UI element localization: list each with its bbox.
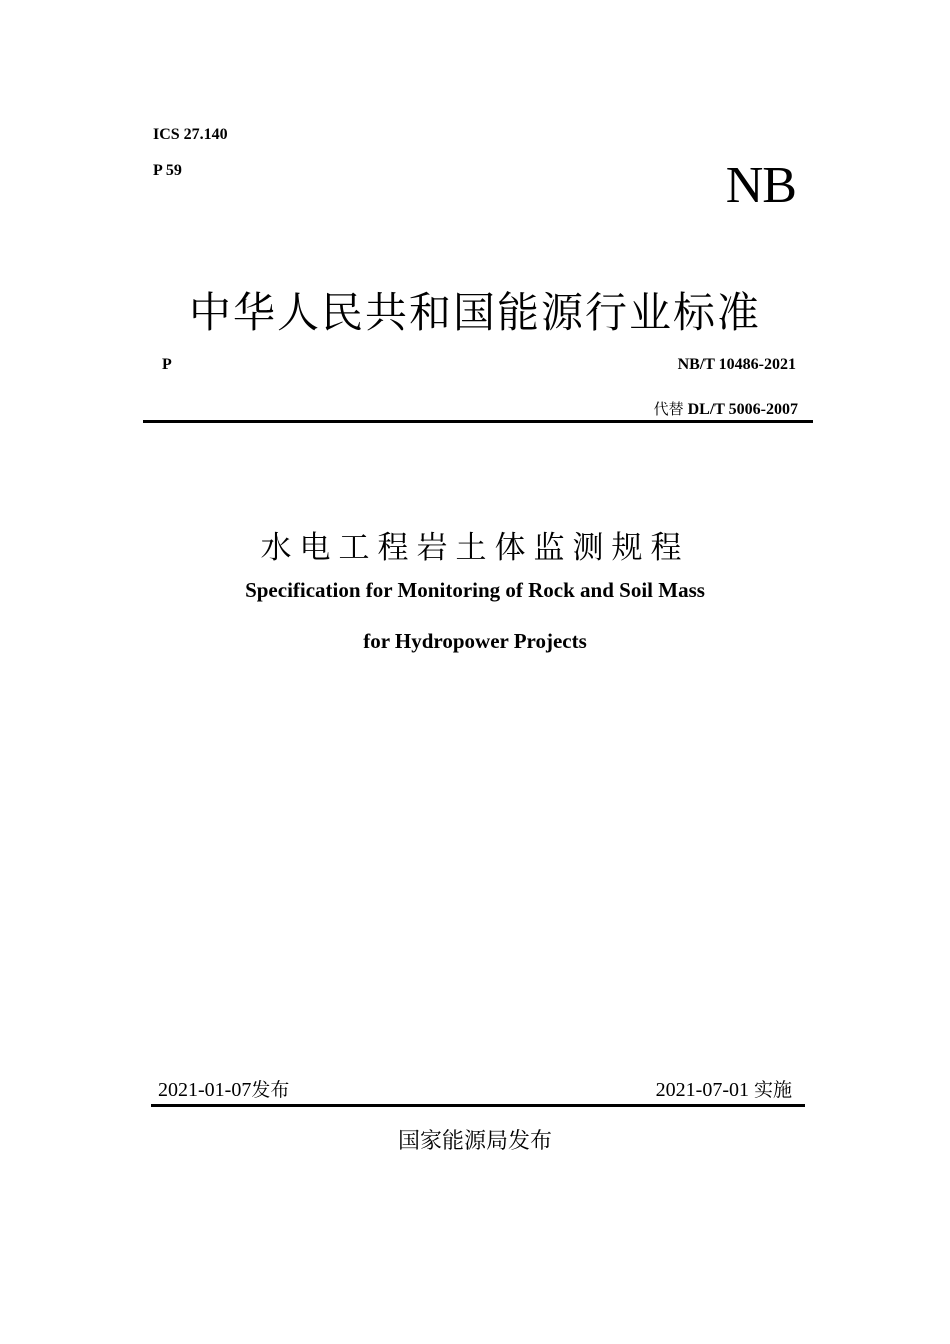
p-classification-code: P 59 xyxy=(153,162,182,179)
implementation-date xyxy=(656,1075,792,1102)
p-mark: P xyxy=(162,356,172,373)
ics-code: ICS 27.140 xyxy=(153,126,228,143)
footer-divider xyxy=(151,1104,805,1107)
header-divider xyxy=(143,420,813,423)
document-title-cn: 水电工程岩土体监测规程 xyxy=(260,530,690,566)
issue-date xyxy=(158,1075,289,1102)
replaces-code: DL/T 5006-2007 xyxy=(687,401,798,418)
issue-date-value: 2021-01-07 xyxy=(158,1079,252,1101)
replaces-line xyxy=(654,398,798,419)
standard-number: NB/T 10486-2021 xyxy=(677,356,796,373)
publisher: 国家能源局发布 xyxy=(397,1129,552,1154)
implementation-date-value: 2021-07-01 xyxy=(655,1079,749,1101)
replaces-prefix: 代替 xyxy=(653,400,684,418)
standard-header-cn: 中华人民共和国能源行业标准 xyxy=(188,288,761,337)
implementation-date-suffix: 实施 xyxy=(753,1079,792,1101)
nb-logo: NB xyxy=(725,157,796,214)
document-title-en-line2: for Hydropower Projects xyxy=(363,629,587,653)
issue-date-suffix: 发布 xyxy=(251,1079,290,1101)
document-title-en-line1: Specification for Monitoring of Rock and Soil Mass xyxy=(245,578,705,602)
